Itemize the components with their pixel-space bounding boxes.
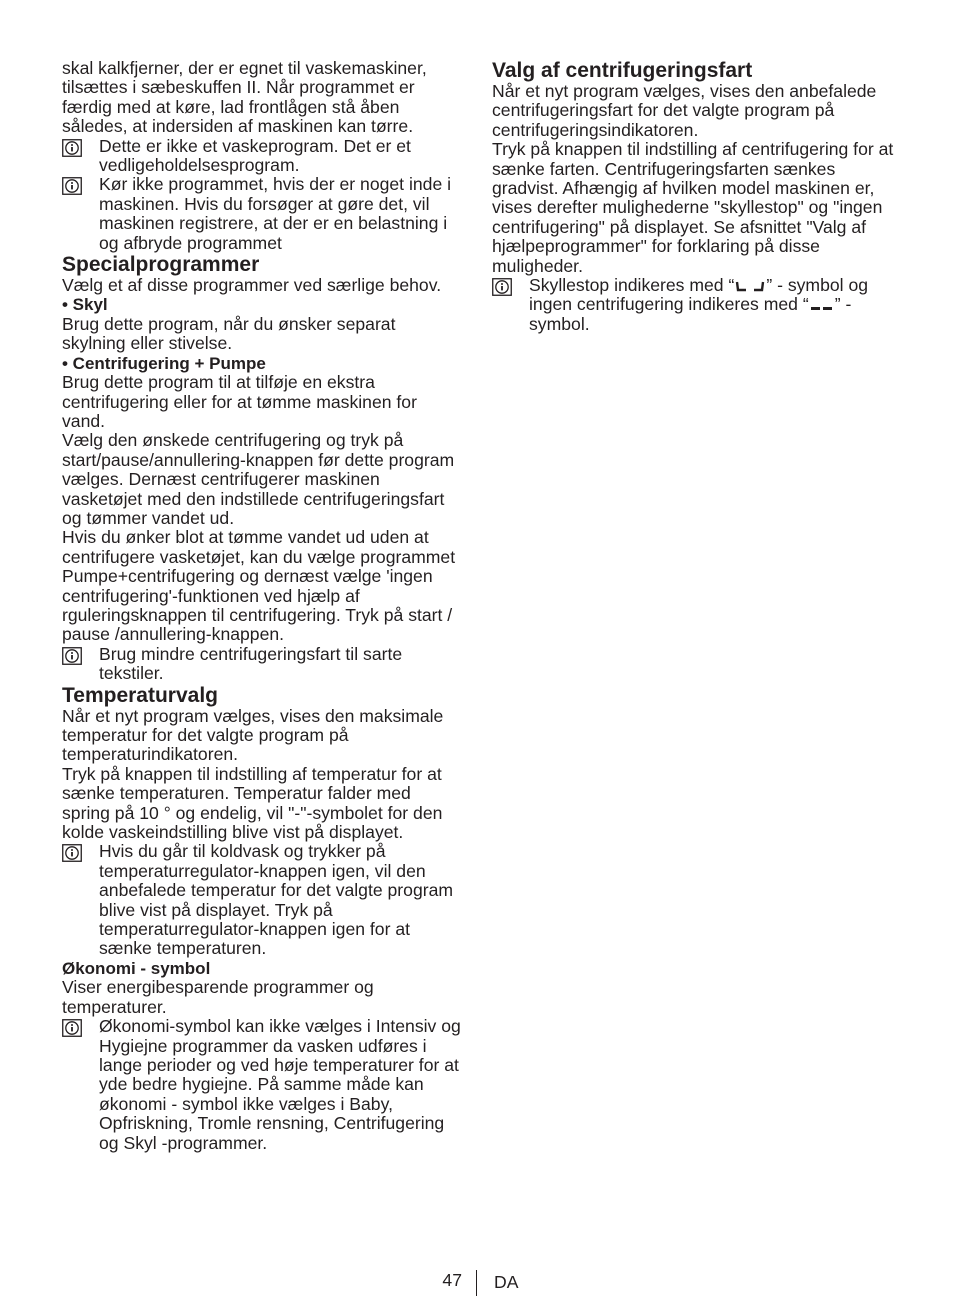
- note-text: Dette er ikke et vaskeprogram. Det er et vedligeholdelsesprogram.: [99, 135, 411, 176]
- page-footer: [0, 1270, 954, 1298]
- info-note: [62, 842, 462, 958]
- note-text: Hvis du går til koldvask og trykker på temperaturregulator-knappen igen, vil den anbefalede temperatur for det valgte program blive vist på displayet. Tryk på temperaturregulator-knappen igen for at sænke temperaturen.: [99, 841, 454, 959]
- rinse-hold-icon: [734, 279, 766, 293]
- note-text: [529, 276, 894, 334]
- page-number: 47: [442, 1270, 462, 1290]
- info-icon: [62, 1019, 82, 1037]
- centrifugering-text: Brug dette program til at tilføje en ekstra centrifugering eller for at tømme maskinen for vand.: [62, 372, 417, 431]
- note-text-part: Skyllestop indikeres med “: [529, 275, 735, 296]
- right-column: [492, 59, 894, 334]
- info-icon: [492, 278, 512, 296]
- info-note: [62, 175, 462, 253]
- info-icon: [62, 139, 82, 157]
- language-code: DA: [494, 1272, 519, 1292]
- info-note: [62, 645, 462, 684]
- temperature-text: Når et nyt program vælges, vises den maksimale temperatur for det valgte program på temperaturindikatoren.: [62, 705, 444, 765]
- spin-text: Tryk på knappen til indstilling af centrifugering for at sænke farten. Centrifugeringsfarten sænkes gradvist. Afhængig af hvilken model maskinen er, vises derefter mulighederne "skyllestop" og "ingen centrifugering" på displayet. Se afsnittet "Valg af hjælpeprogrammer" for forklaring på disse muligheder.: [492, 139, 894, 276]
- note-text: Kør ikke programmet, hvis der er noget inde i maskinen. Hvis du forsøger at gøre det, vil maskinen registrere, at der er en belastning i og afbryde programmet: [99, 174, 452, 253]
- spin-text: Når et nyt program vælges, vises den anbefalede centrifugeringsfart for det valgte program på centrifugeringsindikatoren.: [492, 81, 877, 140]
- info-icon: [62, 647, 82, 665]
- info-note: [62, 1017, 462, 1153]
- note-text: Brug mindre centrifugeringsfart til sarte tekstiler.: [99, 643, 403, 684]
- okonomi-heading: Økonomi - symbol: [62, 958, 211, 978]
- note-text-part: ” - symbol.: [529, 294, 852, 334]
- note-text: Økonomi-symbol kan ikke vælges i Intensiv og Hygiejne programmer da vasken udføres i lange perioder og ved høje temperaturer for at yde bedre hygiejne. På samme måde kan økonomi - symbol ikke vælges i Baby, Opfriskning, Tromle rensning, Centrifugering og Skyl -programmer.: [99, 1016, 461, 1153]
- temperaturvalg-heading: Temperaturvalg: [62, 683, 218, 707]
- centrifugering-pumpe-heading: • Centrifugering + Pumpe: [62, 353, 266, 373]
- skyl-heading: • Skyl: [62, 295, 108, 315]
- info-icon: [62, 844, 82, 862]
- centrifugering-text: Vælg den ønskede centrifugering og tryk på start/pause/annullering-knappen før dette program vælges. Dernæst centrifugerer maskinen vasketøjet med den indstillede centrifugeringsfart og tømmer vandet ud.: [62, 430, 455, 528]
- skyl-text: Brug dette program, når du ønsker separat skylning eller stivelse.: [62, 313, 396, 354]
- info-note: [62, 137, 462, 176]
- okonomi-text: Viser energibesparende programmer og temperaturer.: [62, 977, 374, 1017]
- left-column: [62, 59, 462, 1153]
- footer-divider: [476, 1270, 477, 1296]
- info-note: [492, 276, 894, 334]
- intro-paragraph: skal kalkfjerner, der er egnet til vaskemaskiner, tilsættes i sæbeskuffen II. Når programmet er færdig med at køre, lad frontlågen stå åben således, at indersiden af maskinen kan tørre.: [62, 58, 427, 137]
- info-icon: [62, 177, 82, 195]
- special-intro: Vælg et af disse programmer ved særlige behov.: [62, 275, 442, 296]
- no-spin-icon: [809, 299, 835, 313]
- centrifugeringsfart-heading: Valg af centrifugeringsfart: [492, 59, 753, 82]
- temperature-text: Tryk på knappen til indstilling af temperatur for at sænke temperaturen. Temperatur falder med spring på 10 ° og endelig, vil "-"-symbolet for den kolde vaskeindstilling blive vist på displayet.: [62, 763, 443, 843]
- specialprogrammer-heading: Specialprogrammer: [62, 253, 260, 277]
- centrifugering-text: Hvis du ønker blot at tømme vandet ud uden at centrifugere vasketøjet, kan du vælge programmet Pumpe+centrifugering og dernæst vælge 'ingen centrifugering'-funktionen ved hjælp af rguleringsknappen til centrifugering. Tryk på start / pause /annullering-knappen.: [62, 527, 456, 645]
- note-text-part: ” - symbol og ingen centrifugering indikeres med “: [529, 275, 869, 315]
